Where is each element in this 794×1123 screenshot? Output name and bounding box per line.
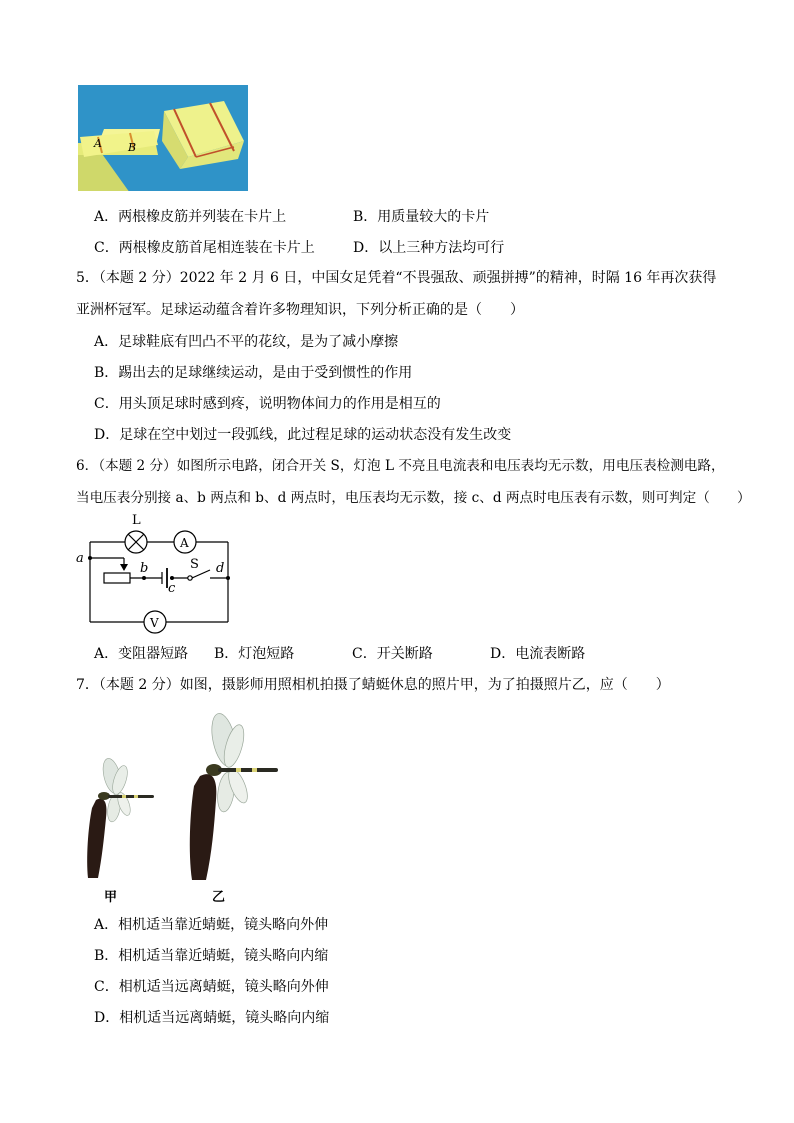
circuit-diagram: [74, 512, 234, 636]
q7-option-b: B．相机适当靠近蜻蜓，镜头略向内缩: [94, 948, 329, 964]
q5-option-c: C．用头顶足球时感到疼，说明物体间力的作用是相互的: [94, 396, 441, 412]
point-b-label: b: [140, 561, 149, 576]
dragonfly-photo-jia: [82, 758, 158, 882]
voltmeter-symbol: V: [150, 616, 159, 630]
q4-option-a: A．两根橡皮筋并列装在卡片上: [94, 209, 287, 225]
q7-stem: 7．（本题 2 分）如图，摄影师用照相机拍摄了蜻蜓休息的照片甲，为了拍摄照片乙，应（ ）: [76, 677, 670, 693]
point-c-label: c: [168, 581, 176, 596]
q4-option-b: B．用质量较大的卡片: [353, 209, 490, 225]
q4-option-c: C．两根橡皮筋首尾相连装在卡片上: [94, 240, 315, 256]
q5-stem-line1: 5．（本题 2 分）2022 年 2 月 6 日，中国女足凭着“不畏强敌、顽强拼搏”的精神，时隔 16 年再次获得: [76, 270, 717, 286]
card-label-a: A: [94, 137, 102, 150]
ammeter-symbol: A: [180, 536, 189, 550]
dragonfly-photo-yi: [184, 712, 282, 882]
q7-option-d: D．相机适当远离蜻蜓，镜头略向内缩: [94, 1010, 330, 1026]
rubber-band-card-figure: [78, 85, 248, 191]
q6-option-d: D．电流表断路: [490, 646, 586, 662]
q6-option-b: B．灯泡短路: [214, 646, 295, 662]
switch-label: S: [190, 557, 199, 572]
q5-stem-line2: 亚洲杯冠军。足球运动蕴含着许多物理知识，下列分析正确的是（ ）: [76, 302, 524, 318]
card-label-b: B: [128, 141, 137, 154]
q7-option-a: A．相机适当靠近蜻蜓，镜头略向外伸: [94, 917, 329, 933]
photo-caption-yi: 乙: [212, 890, 226, 905]
q6-stem-line1: 6．（本题 2 分）如图所示电路，闭合开关 S，灯泡 L 不亮且电流表和电压表均无示数，用电压表检测电路，: [76, 458, 725, 474]
lamp-label: L: [132, 513, 141, 528]
photo-caption-jia: 甲: [104, 890, 118, 905]
q6-option-a: A．变阻器短路: [94, 646, 189, 662]
q6-stem-line2: 当电压表分别接 a、b 两点和 b、d 两点时，电压表均无示数，接 c、d 两点时电压表有示数，则可判定（ ）: [76, 490, 751, 506]
q6-option-c: C．开关断路: [352, 646, 433, 662]
q5-option-d: D．足球在空中划过一段弧线，此过程足球的运动状态没有发生改变: [94, 427, 512, 443]
q7-option-c: C．相机适当远离蜻蜓，镜头略向外伸: [94, 979, 329, 995]
q4-option-d: D．以上三种方法均可行: [353, 240, 505, 256]
q5-option-b: B．踢出去的足球继续运动，是由于受到惯性的作用: [94, 365, 413, 381]
q5-option-a: A．足球鞋底有凹凸不平的花纹，是为了减小摩擦: [94, 334, 399, 350]
point-d-label: d: [216, 561, 225, 576]
point-a-label: a: [76, 551, 84, 566]
